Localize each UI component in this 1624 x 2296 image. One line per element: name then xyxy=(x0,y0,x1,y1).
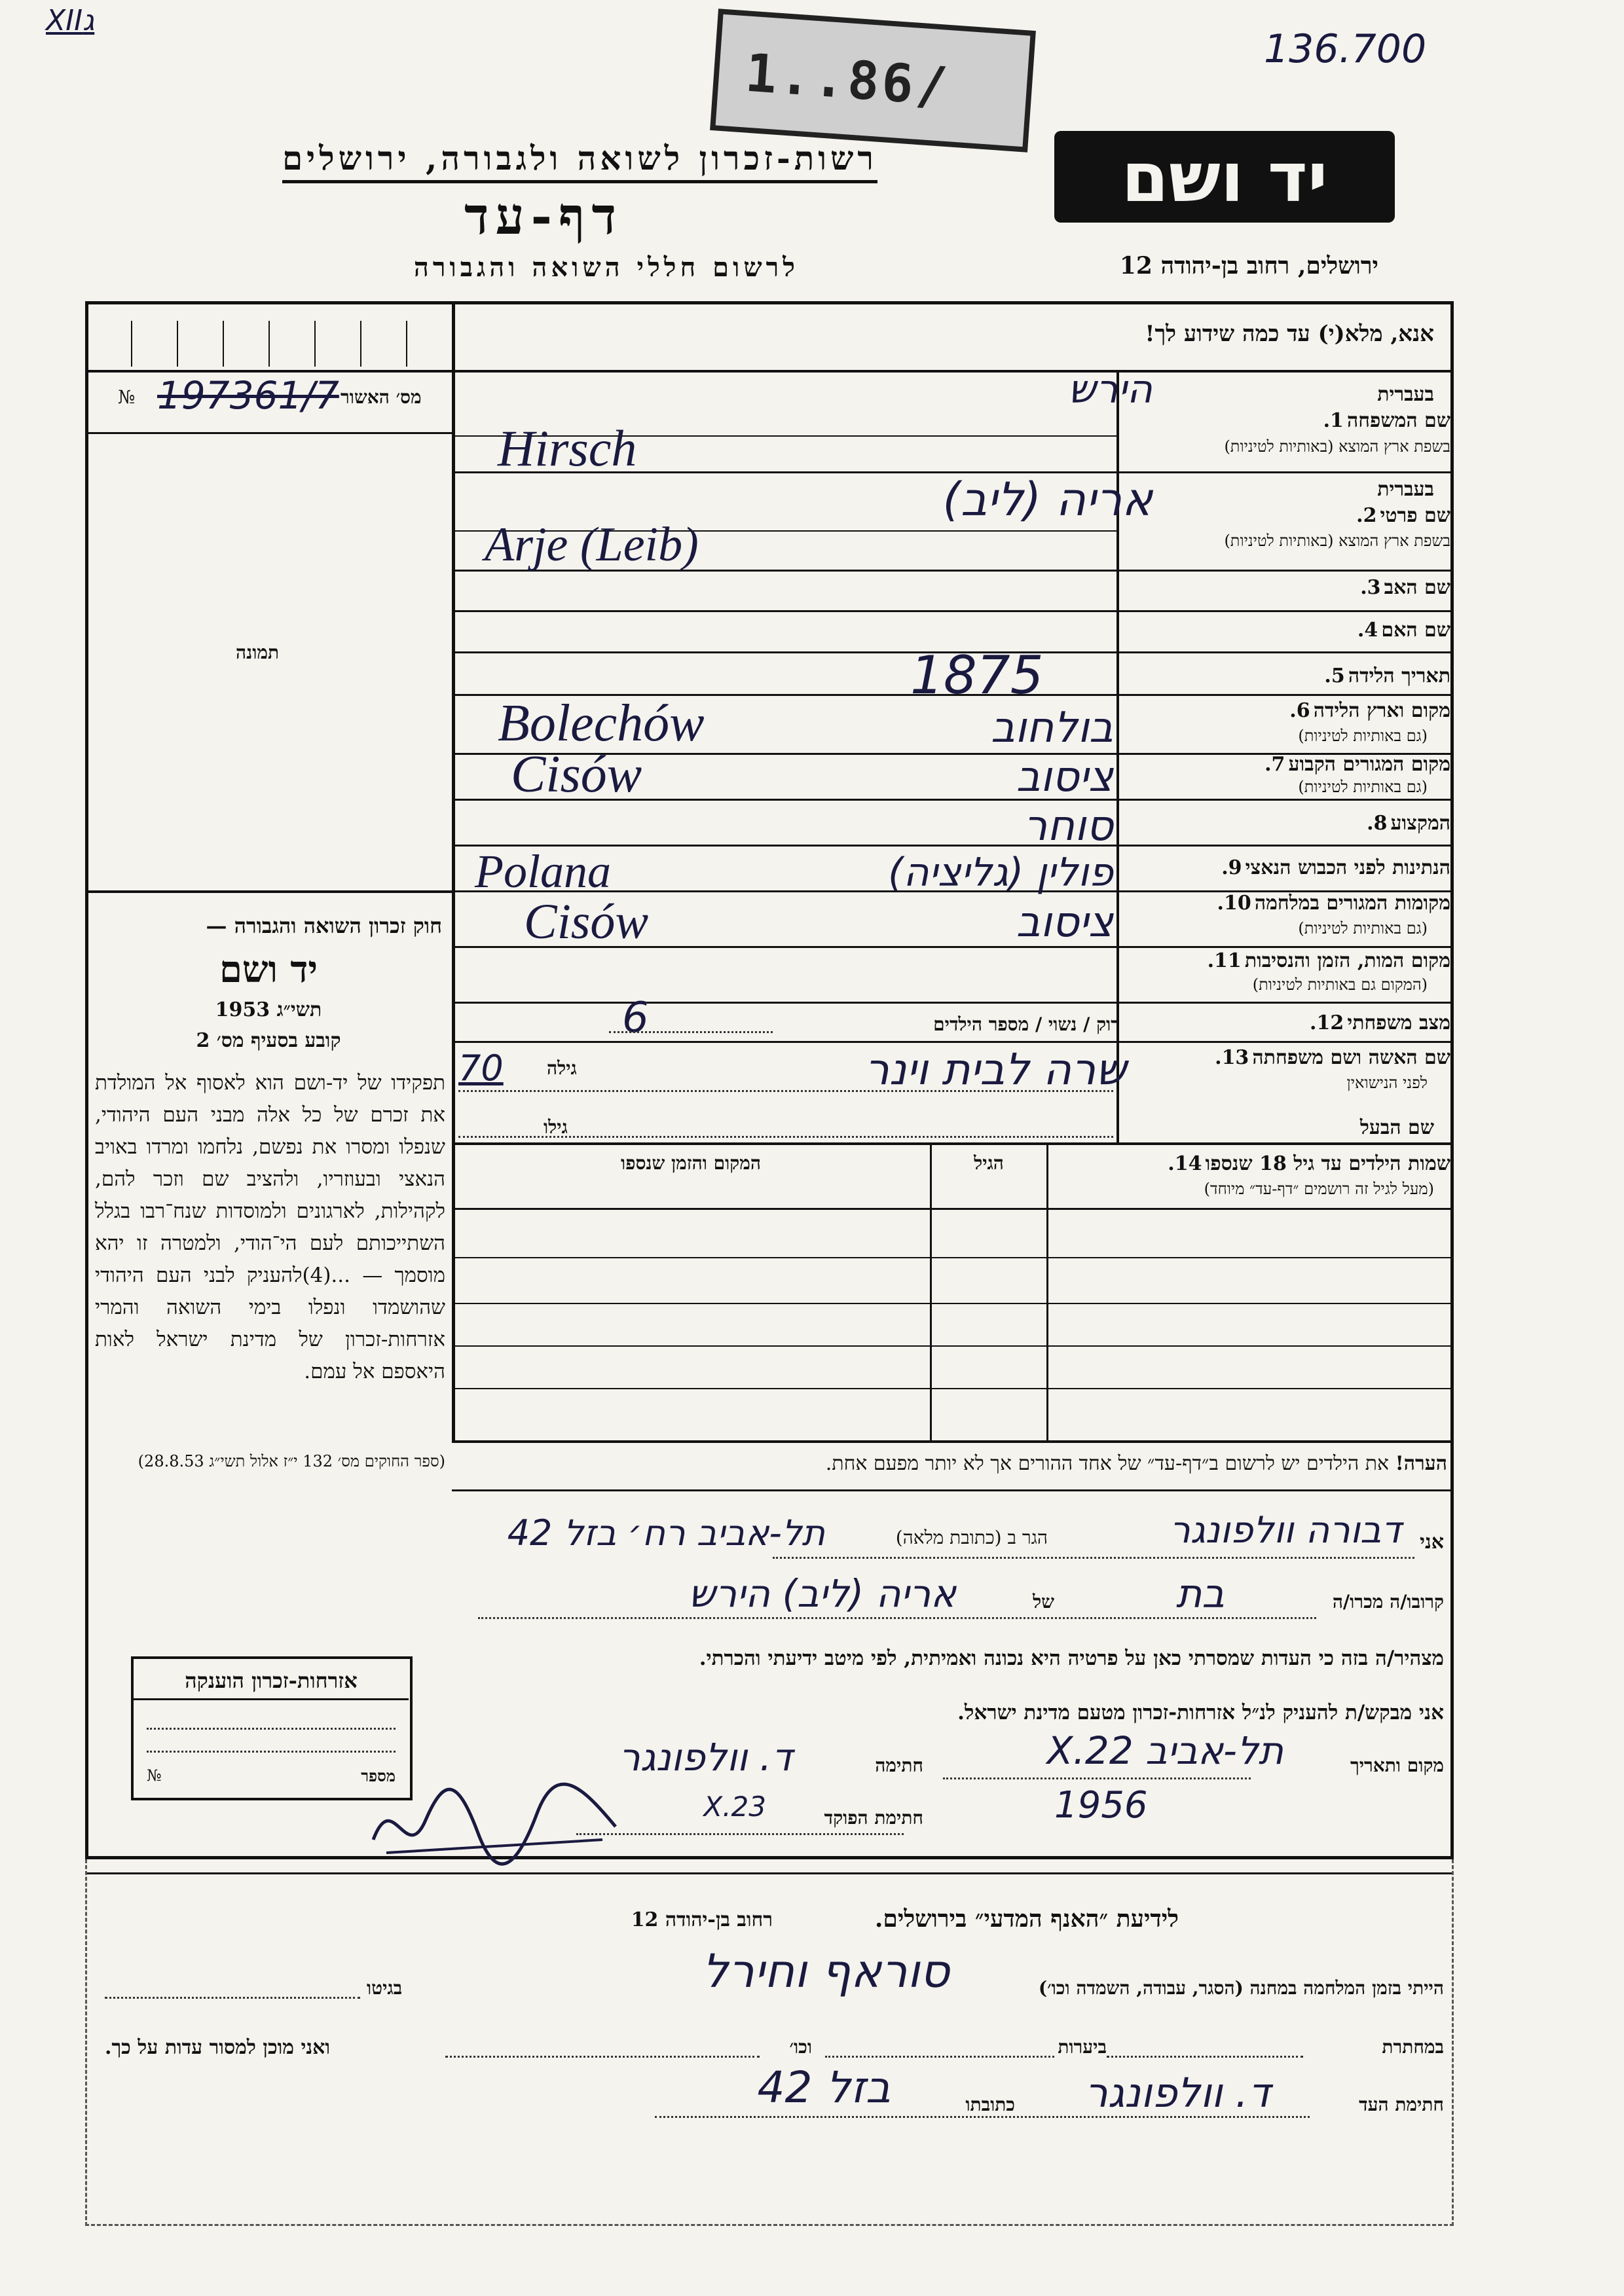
form-title: דף-עד xyxy=(464,187,623,246)
registration-stamp xyxy=(710,9,1036,152)
bottom-underground: במחתרת xyxy=(1382,2036,1444,2058)
logo-text: יד ושם xyxy=(1121,137,1328,217)
law-name: יד ושם xyxy=(219,948,318,991)
decl-ani: אני xyxy=(1420,1531,1444,1554)
field-2-sub: בשפת ארץ המוצא (באותיות לטיניות) xyxy=(1224,532,1450,550)
bottom-forests: ביערות xyxy=(1058,2036,1107,2058)
decl-request: אני מבקש/ת להעניק לנ״ל אזרחות-זכרון מטעם מדינת ישראל. xyxy=(957,1701,1444,1724)
decl-relative-label: קרובו/ה מכרו/ה xyxy=(1332,1591,1444,1613)
citizenship-number-row: מספר № xyxy=(147,1766,396,1785)
field-14-sub: (מעל לגיל זה רושמים ״דף-עד״ מיוחד) xyxy=(1204,1180,1434,1198)
marital-options: רוק / נשוי / מספר הילדים xyxy=(933,1013,1120,1035)
field-11-sub: (המקום גם באותיות לטיניות) xyxy=(1252,975,1428,994)
field-3-label: שם האב 3. xyxy=(1360,576,1450,599)
children-count: 6 xyxy=(622,994,649,1042)
wife-name: שרה לבית וינר xyxy=(864,1044,1126,1095)
decl-of-name: אריה (ליב) הירש xyxy=(688,1571,956,1616)
note-label: הערה! xyxy=(1395,1452,1447,1475)
wartime-residence-hebrew: ציסוב xyxy=(1016,898,1113,947)
approval-number: 197361/7 xyxy=(157,373,339,418)
official-signature-scribble xyxy=(367,1761,629,1872)
form-subtitle: לרשום חללי השואה והגבורה xyxy=(413,252,799,283)
husband-age-label: גילו xyxy=(544,1116,568,1138)
col-place-time: המקום והזמן שנספו xyxy=(621,1152,761,1174)
residence-latin: Cisów xyxy=(511,746,642,803)
field-11-label: מקום המות, הזמן והנסיבות 11. xyxy=(1207,949,1450,972)
bottom-willing: ואני מוכן למסור עדות על כך. xyxy=(105,2036,331,2059)
note xyxy=(826,1452,1447,1475)
col-age: הגיל xyxy=(974,1152,1004,1174)
stamp-number: 1..86/ xyxy=(743,42,952,118)
husband-label: שם הבעל xyxy=(1359,1116,1434,1139)
field-4-label: שם האם 4. xyxy=(1357,619,1450,642)
decl-statement: מצהיר/ה בזה כי העדות שמסרתי כאן על פרטיה היא נכונה ואמיתית, לפי מיטב ידיעתי והכרתי. xyxy=(699,1647,1444,1670)
approval-label: מס׳ האשור xyxy=(341,386,422,408)
code-boxes xyxy=(92,308,445,367)
witness-signature-label: חתימת העד xyxy=(1359,2094,1444,2115)
decl-signature-label: חתימה xyxy=(875,1755,923,1776)
bottom-camp-value: סוראף וחירל xyxy=(702,1944,950,1998)
field-14-label: שמות הילדים עד גיל 18 שנספו 14. xyxy=(1168,1152,1450,1175)
law-section: קובע בסעיף מס׳ 2 xyxy=(196,1029,341,1052)
given-name-hebrew: אריה (ליב) xyxy=(942,473,1153,526)
field-10-sub: (גם באותיות לטיניות) xyxy=(1298,919,1428,938)
decl-relation: בת xyxy=(1175,1571,1225,1617)
witness-signature: ד. וולפונגר xyxy=(1084,2069,1270,2117)
yad-vashem-logo xyxy=(1054,131,1395,223)
birth-year: 1875 xyxy=(910,645,1044,706)
law-year-greg: 1953 xyxy=(215,998,270,1021)
witness-address: בזל 42 xyxy=(757,2062,891,2113)
field-2-label: שם פרטי 2. xyxy=(1356,504,1450,527)
field-12-label: מצב משפחתי 12. xyxy=(1310,1011,1450,1034)
approval-prefix: № xyxy=(118,386,136,408)
field-13-sub: לפני הנישואין xyxy=(1346,1074,1428,1092)
birthplace-hebrew: בולחוב xyxy=(990,704,1113,752)
bottom-line1: הייתי בזמן המלחמה במחנה (הסגר, עבודה, השמדה וכו׳) xyxy=(1038,1977,1444,1999)
field-13-label: שם האשה ושם משפחתה 13. xyxy=(1215,1046,1450,1069)
decl-of: של xyxy=(1033,1591,1054,1613)
reference-number: 136.700 xyxy=(1264,26,1427,72)
bottom-title: לידיעת ״האנף המדעי״ בירושלים. xyxy=(874,1905,1179,1933)
bottom-etc: וכו׳ xyxy=(789,2036,812,2058)
field-1-label: שם המשפחה 1. xyxy=(1323,409,1450,432)
field-9-label: הנתינות לפני הכבוש הנאצי 9. xyxy=(1221,856,1450,879)
decl-resides: הגר ב (כתובת מלאה) xyxy=(895,1527,1048,1548)
field-8-label: המקצוע 8. xyxy=(1367,812,1450,835)
witness-address-label: כתובתו xyxy=(965,2094,1015,2115)
photo-label: תמונה xyxy=(236,642,280,663)
wife-age: 70 xyxy=(458,1048,504,1089)
law-text: תפקידו של יד-ושם הוא לאסוף אל המולדת את זכרם של כל אלה מבני העם היהודי, שנפלו ומסרו את נפשם, נלחמו ומרדו באויב הנאצי ובעוזריו, ולהציב שם וזכר להם, לקהילות, לארגונים ולמוסדות שנח־רבו בגלל השתייכותם לעם הי־הודי, ולמטרה זו יהא מוסמך — ...(4)להעניק לבני העם היהודי שהושמדו ונפלו בימי השואה והמרי אזרחות-זכרון של מדינת ישראל לאות היאספם אל עמם. xyxy=(95,1071,445,1383)
org-name: רשות-זכרון לשואה ולגבורה, ירושלים xyxy=(282,139,877,183)
nationality-latin: Polana xyxy=(475,845,611,898)
field-6-sub: (גם באותיות לטיניות) xyxy=(1298,727,1428,745)
decl-official-sig: 23.X xyxy=(703,1791,766,1823)
bottom-ghetto: בגיטו xyxy=(367,1977,403,1999)
law-year xyxy=(95,998,442,1021)
field-2-hebrew-tag: בעברית xyxy=(1377,478,1434,501)
nationality-hebrew: פולין (גליציה) xyxy=(887,850,1113,896)
occupation: סוחר xyxy=(1024,802,1113,850)
field-7-sub: (גם באותיות לטיניות) xyxy=(1298,778,1428,796)
given-name-latin: Arje (Leib) xyxy=(485,518,699,572)
note-text: את הילדים יש לרשום ב״דף-עד״ של אחד ההורים אך לא יותר מפעם אחת. xyxy=(825,1452,1390,1475)
field-6-label: מקום וארץ הלידה 6. xyxy=(1289,699,1450,722)
wartime-residence-latin: Cisów xyxy=(524,894,649,949)
decl-signature: ד. וולפונגר xyxy=(619,1735,792,1779)
corner-note: XIIג xyxy=(46,4,95,37)
decl-year: 1956 xyxy=(1054,1784,1148,1827)
field-1-hebrew-tag: בעברית xyxy=(1377,383,1434,406)
address: ירושלים, רחוב בן-יהודה 12 xyxy=(1119,252,1378,280)
decl-place-date: תל-אביב 22.X xyxy=(1046,1728,1283,1773)
family-name-hebrew: הירש xyxy=(1068,367,1153,412)
birthplace-latin: Bolechów xyxy=(498,695,705,752)
law-title: חוק זכרון השואה והגבורה — xyxy=(206,913,442,938)
field-5-label: תאריך הלידה 5. xyxy=(1324,665,1450,687)
decl-official-label: חתימת הפוקד xyxy=(824,1807,923,1829)
citizenship-title: אזרחות-זכרון הוענקה xyxy=(134,1668,409,1700)
wife-age-label: גילה xyxy=(547,1057,577,1079)
field-10-label: מקומות המגורים במלחמה 10. xyxy=(1217,892,1450,915)
decl-place-date-label: מקום ותאריך xyxy=(1350,1755,1444,1776)
law-reference: (ספר החוקים מס׳ 132 י״ז אלול תשי״ג 28.8.53) xyxy=(138,1452,445,1470)
family-name-latin: Hirsch xyxy=(498,420,637,477)
field-1-sub: בשפת ארץ המוצא (באותיות לטיניות) xyxy=(1224,437,1450,456)
declarant-address: תל-אביב רח׳ בזל 42 xyxy=(507,1512,825,1554)
bottom-address: רחוב בן-יהודה 12 xyxy=(631,1908,773,1931)
declarant-name: דבורה וולפונגר xyxy=(1170,1509,1401,1552)
field-7-label: מקום המגורים הקבוע 7. xyxy=(1264,753,1450,776)
intro-instruction: אנא, מלא(י) עד כמה שידוע לך! xyxy=(1145,321,1434,347)
residence-hebrew: ציסוב xyxy=(1016,753,1113,801)
law-year-heb: תשי״ג xyxy=(276,998,322,1021)
